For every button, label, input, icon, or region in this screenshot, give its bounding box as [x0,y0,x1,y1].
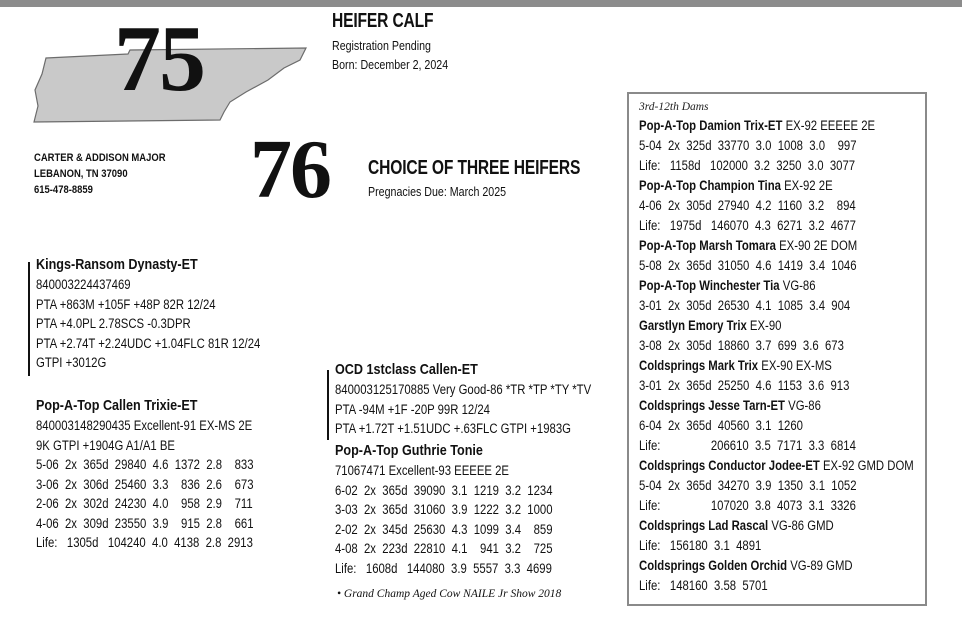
ancestor-dam-score: EX-92 GMD DOM [819,458,914,473]
sire-block [36,255,303,373]
ancestor-dam-record: Life: 206610 3.5 7171 3.3 6814 [639,438,856,453]
ancestor-dam-record: 5-08 2x 365d 31050 4.6 1419 3.4 1046 [639,258,857,273]
granddam-record: 3-03 2x 365d 31060 3.9 1222 3.2 1000 [335,502,553,517]
lot-76-title: CHOICE OF THREE HEIFERS [368,157,581,179]
ancestor-dam-score: EX-92 2E [780,178,833,193]
sire-line: PTA +863M +105F +48P 82R 12/24 [36,296,216,312]
ancestor-dams-box [627,92,927,606]
ancestor-dams-header: 3rd-12th Dams [639,101,709,113]
dam-record: 4-06 2x 309d 23550 3.9 915 2.8 661 [36,515,254,531]
ancestor-dam-entry [639,276,914,296]
consignor-block [34,150,187,198]
granddam-record: Life: 1608d 144080 3.9 5557 3.3 4699 [335,560,552,576]
ancestor-dam-record: Life: 1975d 146070 4.3 6271 3.2 4677 [639,218,856,233]
mgs-line: 840003125170885 Very Good-86 *TR *TP *TY *TV [335,382,592,397]
granddam-award-note: • Grand Champ Aged Cow NAILE Jr Show 2018 [337,588,562,600]
granddam-block [335,441,594,578]
lot-76-number: 76 [250,123,330,216]
consignor-phone: 615-478-8859 [34,184,93,196]
dam-record: 5-06 2x 365d 29840 4.6 1372 2.8 833 [36,457,254,472]
granddam-record: 6-02 2x 365d 39090 3.1 1219 3.2 1234 [335,482,553,498]
dam-block [36,396,295,553]
ancestor-dam-score: EX-90 EX-MS [758,358,832,373]
ancestor-dam-record: 3-08 2x 305d 18860 3.7 699 3.6 673 [639,338,844,353]
ancestor-dam-score: VG-86 [779,278,816,293]
ancestor-dam-score: VG-86 GMD [768,518,834,533]
ancestor-dam-record: Life: 148160 3.58 5701 [639,578,768,593]
sire-name: Kings-Ransom Dynasty-ET [36,256,198,273]
ancestor-dam-record: 3-01 2x 365d 25250 4.6 1153 3.6 913 [639,378,850,393]
granddam-record: 4-08 2x 223d 22810 4.1 941 3.2 725 [335,541,553,556]
ancestor-dam-score: VG-86 [784,398,821,413]
ancestor-dam-entry [639,396,914,416]
granddam-reg: 71067471 Excellent-93 EEEEE 2E [335,463,509,478]
lot-76-pregnancies: Pregnacies Due: March 2025 [368,184,507,199]
ancestor-dam-score: EX-92 EEEEE 2E [782,118,876,133]
ancestor-dam-record: Life: 107020 3.8 4073 3.1 3326 [639,498,856,513]
ancestor-dam-name: Pop-A-Top Champion Tina [639,178,781,193]
ancestor-dam-record: 6-04 2x 365d 40560 3.1 1260 [639,418,803,433]
sire-line: PTA +4.0PL 2.78SCS -0.3DPR [36,316,191,331]
lot-75-number: 75 [114,7,204,111]
mgs-line: PTA +1.72T +1.51UDC +.63FLC GTPI +1983G [335,421,571,436]
dam-record: 2-06 2x 302d 24230 4.0 958 2.9 711 [36,496,253,511]
ancestor-dam-name: Coldsprings Jesse Tarn-ET [639,398,785,413]
ancestor-dam-name: Pop-A-Top Winchester Tia [639,278,780,293]
ancestor-dam-name: Coldsprings Conductor Jodee-ET [639,458,820,473]
ancestor-dam-entry [639,116,914,136]
ancestor-dam-entry [639,236,914,256]
mgs-name: OCD 1stclass Callen-ET [335,361,478,378]
mgs-block [335,360,640,439]
ancestor-dam-name: Garstlyn Emory Trix [639,318,747,333]
sire-line: PTA +2.74T +2.24UDC +1.04FLC 81R 12/24 [36,335,261,351]
ancestor-dam-record: 4-06 2x 305d 27940 4.2 1160 3.2 894 [639,198,856,213]
ancestor-dam-record: 3-01 2x 305d 26530 4.1 1085 3.4 904 [639,298,851,313]
dam-line: 840003148290435 Excellent-91 EX-MS 2E [36,418,253,433]
ancestor-dam-name: Coldsprings Mark Trix [639,358,759,373]
consignor-city: LEBANON, TN 37090 [34,168,128,180]
ancestor-dam-record: 5-04 2x 365d 34270 3.9 1350 3.1 1052 [639,478,857,493]
dam-line: 9K GTPI +1904G A1/A1 BE [36,437,176,453]
ancestor-dam-name: Coldsprings Golden Orchid [639,558,788,573]
sire-bracket-line [28,262,30,376]
granddam-name: Pop-A-Top Guthrie Tonie [335,442,483,459]
dam-record: Life: 1305d 104240 4.0 4138 2.8 2913 [36,535,253,550]
mgs-line: PTA -94M +1F -20P 99R 12/24 [335,401,490,417]
mgs-bracket-line [327,370,329,440]
dam-name: Pop-A-Top Callen Trixie-ET [36,397,198,414]
sire-line: GTPI +3012G [36,355,107,370]
ancestor-dam-entry [639,516,914,536]
ancestor-dam-name: Coldsprings Lad Rascal [639,518,769,533]
ancestor-dam-entry [639,556,914,576]
lot-75-registration: Registration Pending [332,38,431,53]
sire-reg: 840003224437469 [36,277,131,292]
ancestor-dam-entry [639,176,914,196]
ancestor-dam-name: Pop-A-Top Damion Trix-ET [639,118,783,133]
ancestor-dam-record: Life: 156180 3.1 4891 [639,538,762,553]
ancestor-dam-record: 5-04 2x 325d 33770 3.0 1008 3.0 997 [639,138,857,153]
ancestor-dam-score: EX-90 2E DOM [775,238,858,253]
ancestor-dam-entry [639,456,914,476]
granddam-record: 2-02 2x 345d 25630 4.3 1099 3.4 859 [335,521,553,537]
ancestor-dam-record: Life: 1158d 102000 3.2 3250 3.0 3077 [639,158,856,173]
ancestor-dam-score: VG-89 GMD [787,558,853,573]
lot-75-born: Born: December 2, 2024 [332,57,449,72]
ancestor-dams-list [639,98,962,596]
top-divider-bar [0,0,962,7]
ancestor-dam-name: Pop-A-Top Marsh Tomara [639,238,776,253]
lot-75-title: HEIFER CALF [332,10,434,32]
consignor-name: CARTER & ADDISON MAJOR [34,152,166,164]
dam-record: 3-06 2x 306d 25460 3.3 836 2.6 673 [36,476,254,492]
ancestor-dam-score: EX-90 [746,318,782,333]
ancestor-dam-entry [639,316,914,336]
ancestor-dam-entry [639,356,914,376]
